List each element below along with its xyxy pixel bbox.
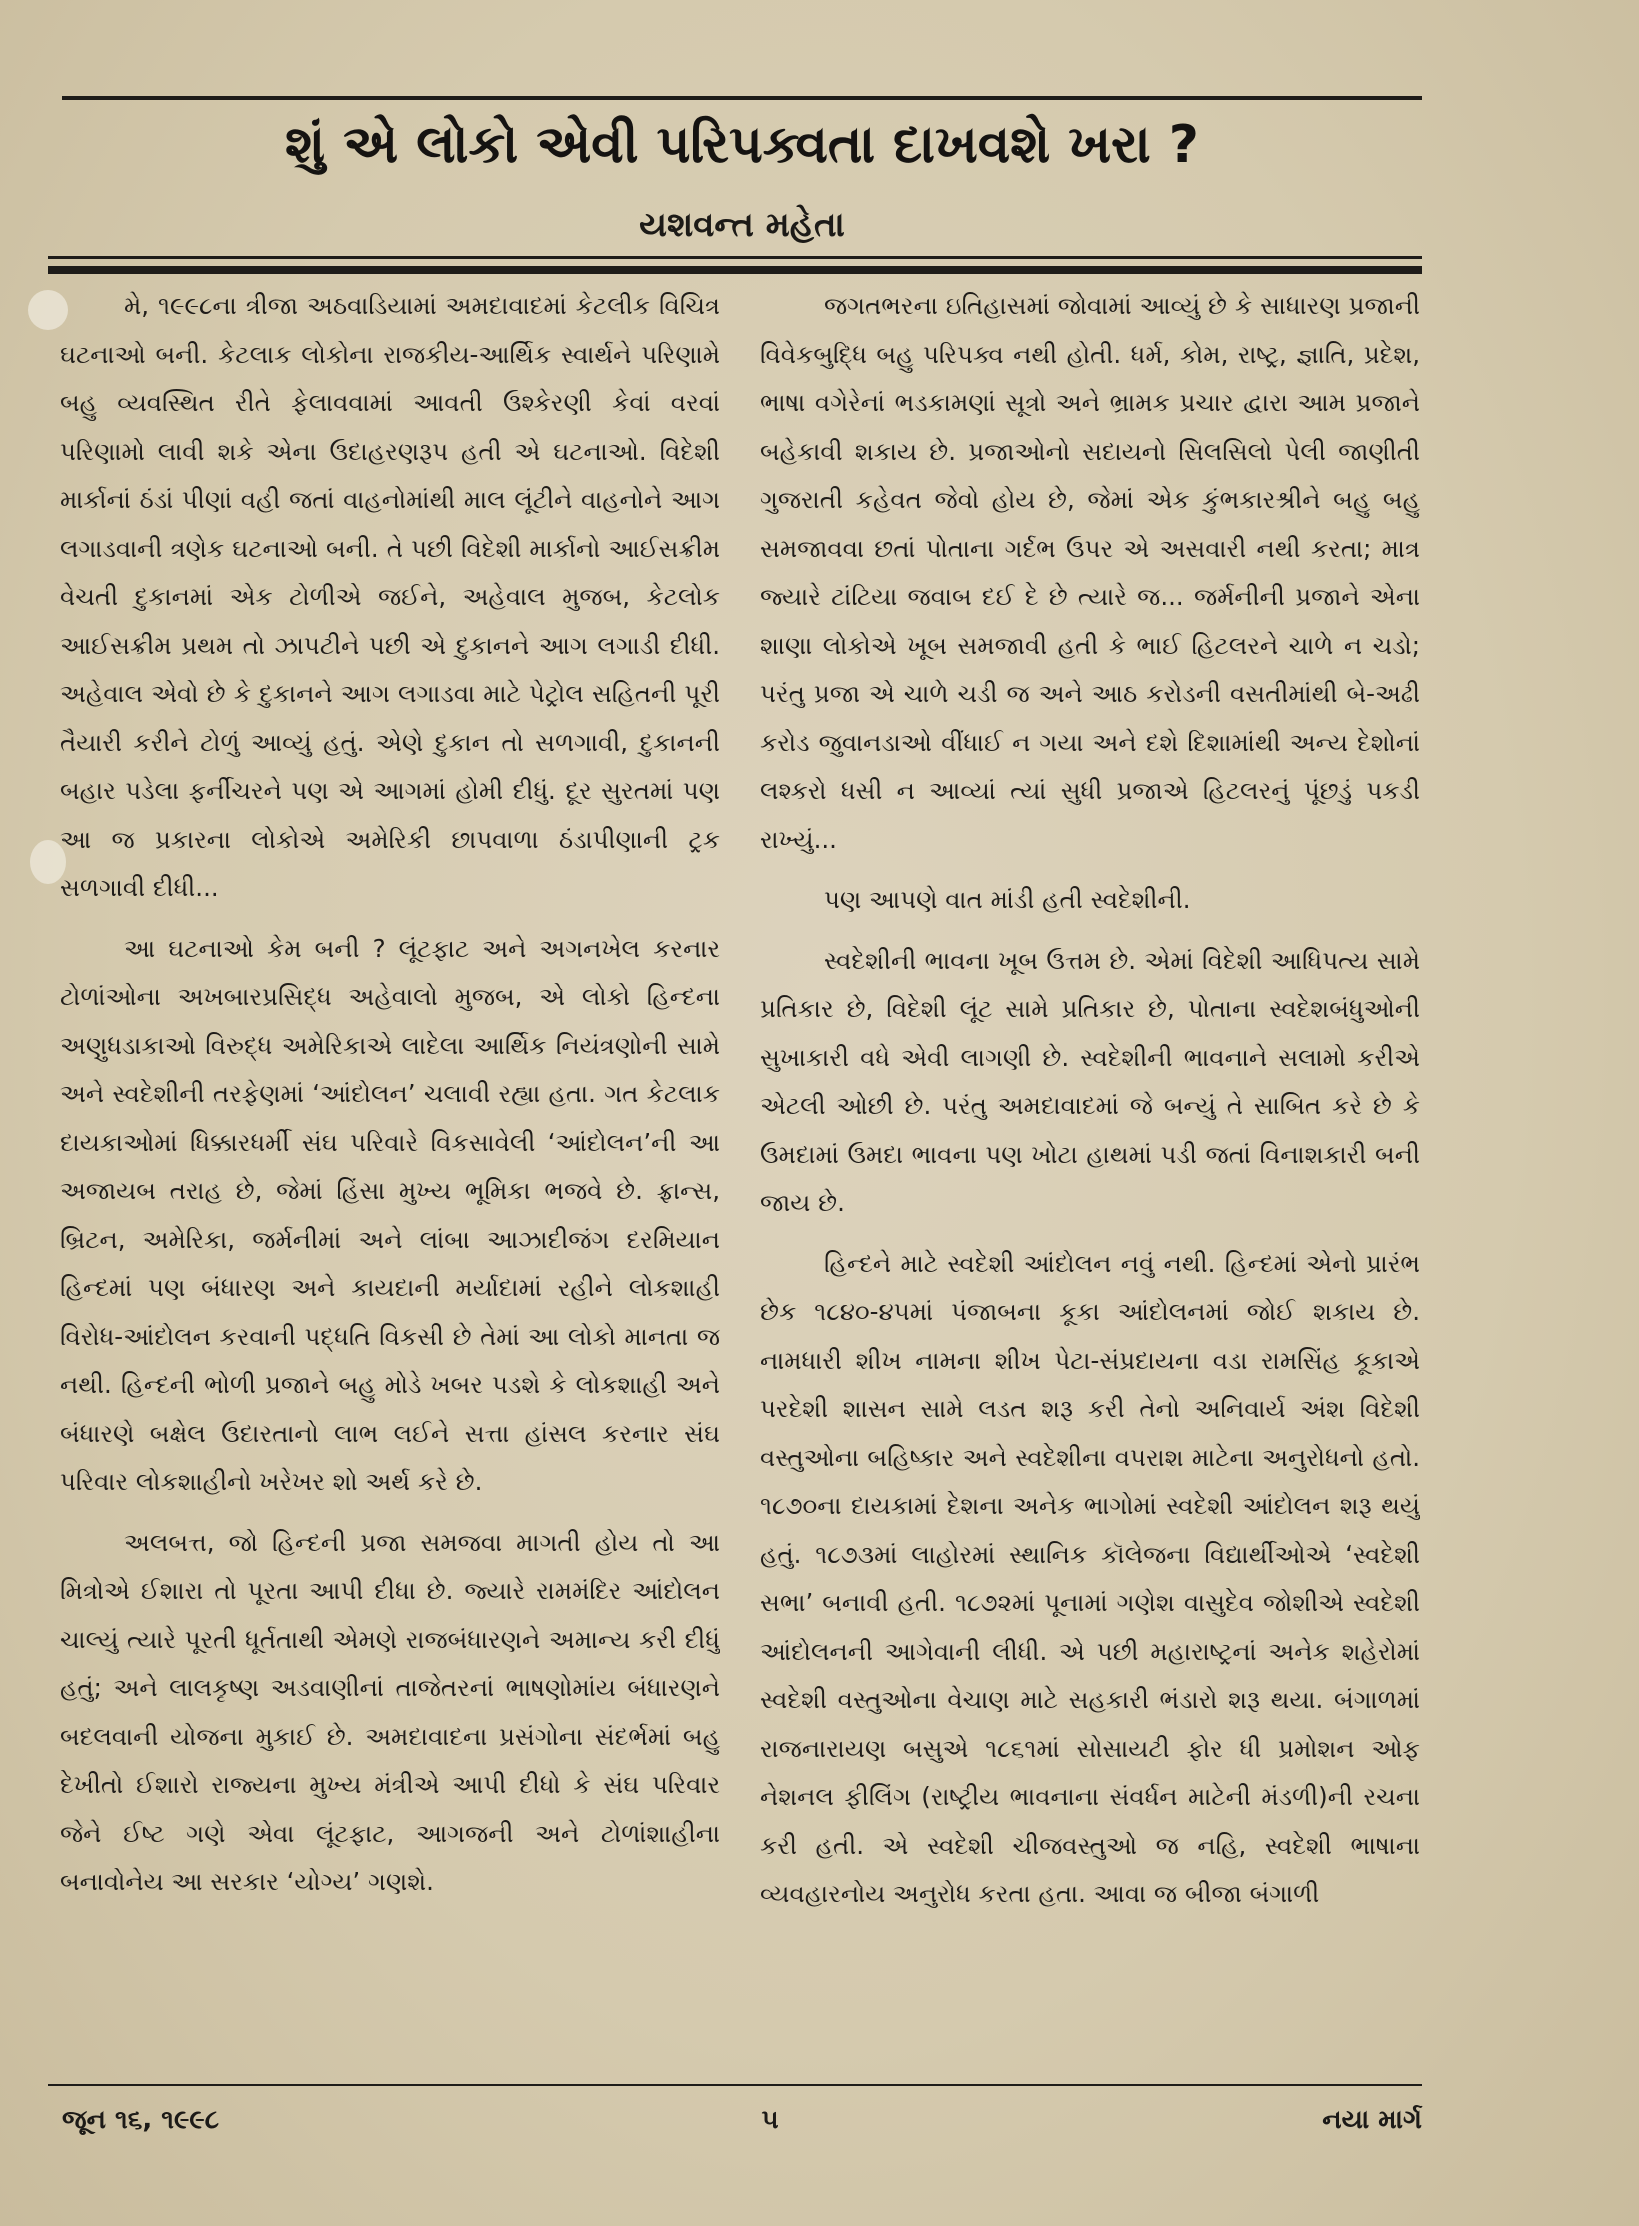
left-column [60,282,720,2062]
page-number: ૫ [761,2105,779,2135]
top-rule [62,96,1422,100]
right-column [760,282,1420,2062]
article-author: યશવન્ત મહેતા [639,205,845,245]
publication-name: નયા માર્ગ [1322,2105,1422,2135]
header-rule-thick [48,266,1422,274]
footer-rule [48,2084,1422,2086]
article-title: શું એ લોકો એવી પરિપક્વતા દાખવશે ખરા ? [285,115,1199,175]
footer-date: જૂન ૧૬, ૧૯૯૮ [62,2105,220,2135]
header-rule-thin [48,256,1422,259]
paragraph: હિન્દને માટે સ્વદેશી આંદોલન નવું નથી. હિન્દમાં એનો પ્રારંભ છેક ૧૮૪૦-૪૫માં પંજાબના કૂકા આંદોલનમાં જોઈ શકાય છે. નામધારી શીખ નામના શીખ પેટા-સંપ્રદાયના વડા રામસિંહ કૂકાએ પરદેશી શાસન સામે લડત શરૂ કરી તેનો અનિવાર્ય અંશ વિદેશી વસ્તુઓના બહિષ્કાર અને સ્વદેશીના વપરાશ માટેના અનુરોધનો હતો. ૧૮૭૦ના દાયકામાં દેશના અનેક ભાગોમાં સ્વદેશી આંદોલન શરૂ થયું હતું. ૧૮૭૩માં લાહોરમાં સ્થાનિક કૉલેજના વિદ્યાર્થીઓએ ‘સ્વદેશી સભા’ બનાવી હતી. ૧૮૭૨માં પૂનામાં ગણેશ વાસુદેવ જોશીએ સ્વદેશી આંદોલનની આગેવાની લીધી. એ પછી મહારાષ્ટ્રનાં અનેક શહેરોમાં સ્વદેશી વસ્તુઓના વેચાણ માટે સહકારી ભંડારો શરૂ થયા. બંગાળમાં રાજનારાયણ બસુએ ૧૮૬૧માં સોસાયટી ફોર ધી પ્રમોશન ઓફ નેશનલ ફીલિંગ (રાષ્ટ્રીય ભાવનાના સંવર્ધન માટેની મંડળી)ની રચના કરી હતી. એ સ્વદેશી ચીજવસ્તુઓ જ નહિ, સ્વદેશી ભાષાના વ્યવહારનોય અનુરોધ કરતા હતા. આવા જ બીજા બંગાળી [760,1248,1420,1908]
paragraph: જગતભરના ઇતિહાસમાં જોવામાં આવ્યું છે કે સાધારણ પ્રજાની વિવેકબુદ્ધિ બહુ પરિપક્વ નથી હોતી. ધર્મ, કોમ, રાષ્ટ્ર, જ્ઞાતિ, પ્રદેશ, ભાષા વગેરેનાં ભડકામણાં સૂત્રો અને ભ્રામક પ્રચાર દ્વારા આમ પ્રજાને બહેકાવી શકાય છે. પ્રજાઓનો સદાયનો સિલસિલો પેલી જાણીતી ગુજરાતી કહેવત જેવો હોય છે, જેમાં એક કુંભકારશ્રીને બહુ બહુ સમજાવવા છતાં પોતાના ગર્દભ ઉપર એ અસવારી નથી કરતા; માત્ર જ્યારે ટાંટિયા જવાબ દઈ દે છે ત્યારે જ... જર્મનીની પ્રજાને એના શાણા લોકોએ ખૂબ સમજાવી હતી કે ભાઈ હિટલરને ચાળે ન ચડો; પરંતુ પ્રજા એ ચાળે ચડી જ અને આઠ કરોડની વસતીમાંથી બે-અઢી કરોડ જુવાનડાઓ વીંધાઈ ન ગયા અને દશે દિશામાંથી અન્ય દેશોનાં લશ્કરો ધસી ન આવ્યાં ત્યાં સુધી પ્રજાએ હિટલરનું પૂંછડું પકડી રાખ્યું... [760,291,1420,854]
paragraph: અલબત્ત, જો હિન્દની પ્રજા સમજવા માગતી હોય તો આ મિત્રોએ ઈશારા તો પૂરતા આપી દીધા છે. જ્યારે રામમંદિર આંદોલન ચાલ્યું ત્યારે પૂરતી ધૂર્તતાથી એમણે રાજબંધારણને અમાન્ય કરી દીધું હતું; અને લાલકૃષ્ણ અડવાણીનાં તાજેતરનાં ભાષણોમાંય બંધારણને બદલવાની યોજના મુકાઈ છે. અમદાવાદના પ્રસંગોના સંદર્ભમાં બહુ દેખીતો ઈશારો રાજ્યના મુખ્ય મંત્રીએ આપી દીધો કે સંઘ પરિવાર જેને ઈષ્ટ ગણે એવા લૂંટફાટ, આગજની અને ટોળાંશાહીના બનાવોનેય આ સરકાર ‘યોગ્ય’ ગણશે. [60,1527,720,1896]
paragraph: આ ઘટનાઓ કેમ બની ? લૂંટફાટ અને અગનખેલ કરનાર ટોળાંઓના અખબારપ્રસિદ્ધ અહેવાલો મુજબ, એ લોકો હિન્દના અણુધડાકાઓ વિરુદ્ધ અમેરિકાએ લાદેલા આર્થિક નિયંત્રણોની સામે અને સ્વદેશીની તરફેણમાં ‘આંદોલન’ ચલાવી રહ્યા હતા. ગત કેટલાક દાયકાઓમાં ધિક્કારધર્મી સંઘ પરિવારે વિકસાવેલી ‘આંદોલન’ની આ અજાયબ તરાહ છે, જેમાં હિંસા મુખ્ય ભૂમિકા ભજવે છે. ફ્રાન્સ, બ્રિટન, અમેરિકા, જર્મનીમાં અને લાંબા આઝાદીજંગ દરમિયાન હિન્દમાં પણ બંધારણ અને કાયદાની મર્યાદામાં રહીને લોકશાહી વિરોધ-આંદોલન કરવાની પદ્ધતિ વિકસી છે તેમાં આ લોકો માનતા જ નથી. હિન્દની ભોળી પ્રજાને બહુ મોડે ખબર પડશે કે લોકશાહી અને બંધારણે બક્ષેલ ઉદારતાનો લાભ લઈને સત્તા હાંસલ કરનાર સંઘ પરિવાર લોકશાહીનો ખરેખર શો અર્થ કરે છે. [60,933,720,1496]
paragraph: સ્વદેશીની ભાવના ખૂબ ઉત્તમ છે. એમાં વિદેશી આધિપત્ય સામે પ્રતિકાર છે, વિદેશી લૂંટ સામે પ્રતિકાર છે, પોતાના સ્વદેશબંધુઓની સુખાકારી વધે એવી લાગણી છે. સ્વદેશીની ભાવનાને સલામો કરીએ એટલી ઓછી છે. પરંતુ અમદાવાદમાં જે બન્યું તે સાબિત કરે છે કે ઉમદામાં ઉમદા ભાવના પણ ખોટા હાથમાં પડી જતાં વિનાશકારી બની જાય છે. [760,945,1420,1217]
paragraph: મે, ૧૯૯૮ના ત્રીજા અઠવાડિયામાં અમદાવાદમાં કેટલીક વિચિત્ર ઘટનાઓ બની. કેટલાક લોકોના રાજકીય-આર્થિક સ્વાર્થને પરિણામે બહુ વ્યવસ્થિત રીતે ફેલાવવામાં આવતી ઉશ્કેરણી કેવાં વરવાં પરિણામો લાવી શકે એના ઉદાહરણરૂપ હતી એ ઘટનાઓ. વિદેશી માર્કાનાં ઠંડાં પીણાં વહી જતાં વાહનોમાંથી માલ લૂંટીને વાહનોને આગ લગાડવાની ત્રણેક ઘટનાઓ બની. તે પછી વિદેશી માર્કાનો આઈસક્રીમ વેચતી દુકાનમાં એક ટોળીએ જઈને, અહેવાલ મુજબ, કેટલોક આઈસક્રીમ પ્રથમ તો ઝાપટીને પછી એ દુકાનને આગ લગાડી દીધી. અહેવાલ એવો છે કે દુકાનને આગ લગાડવા માટે પેટ્રોલ સહિતની પૂરી તૈયારી કરીને ટોળું આવ્યું હતું. એણે દુકાન તો સળગાવી, દુકાનની બહાર પડેલા ફર્નીચરને પણ એ આગમાં હોમી દીધું. દૂર સુરતમાં પણ આ જ પ્રકારના લોકોએ અમેરિકી છાપવાળા ઠંડાપીણાની ટ્રક સળગાવી દીધી... [60,291,720,902]
paragraph: પણ આપણે વાત માંડી હતી સ્વદેશીની. [824,885,1191,914]
